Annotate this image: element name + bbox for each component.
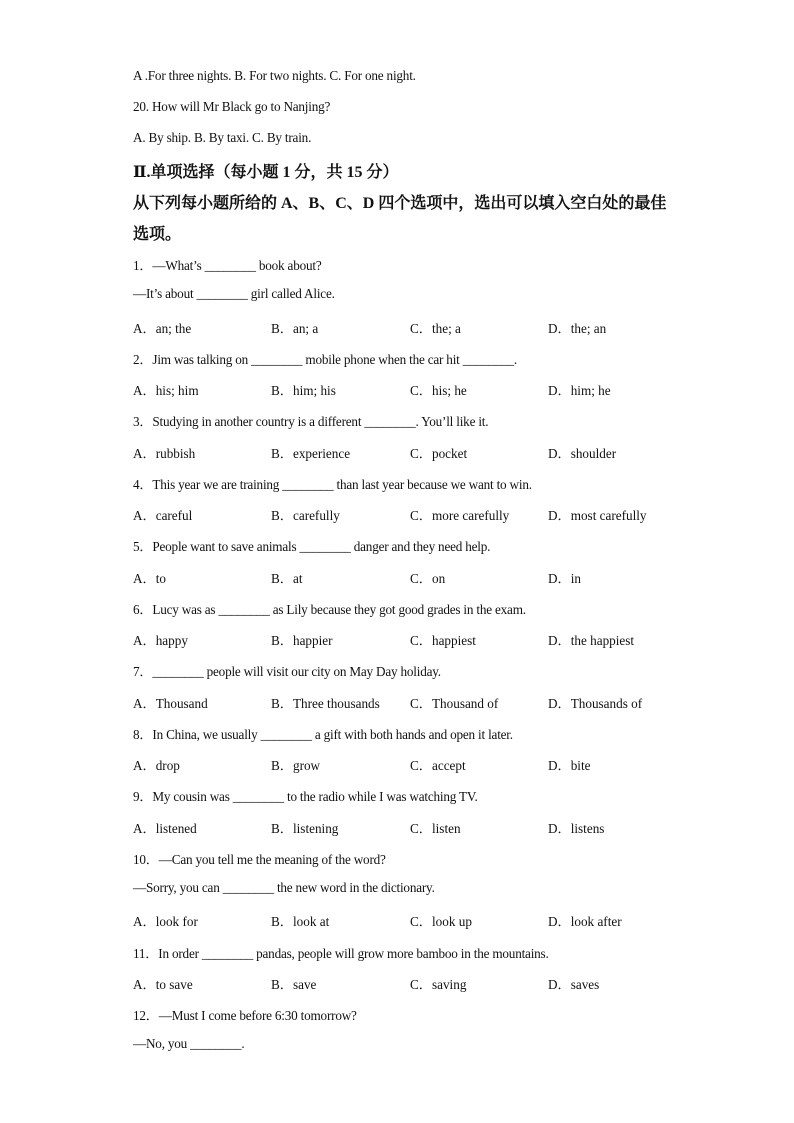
question-text: 5．People want to save animals ________ danger and they need help. <box>133 539 491 555</box>
question-reply: —Sorry, you can ________ the new word in the dictionary. <box>133 880 435 895</box>
q19-options: A .For three nights. B. For two nights. C. For one night. <box>133 68 416 83</box>
answer-option: C．happiest <box>410 633 476 648</box>
q20-question: 20. How will Mr Black go to Nanjing? <box>133 99 331 114</box>
answer-option: C．pocket <box>410 445 468 461</box>
answer-option: B．look at <box>271 914 330 930</box>
question-text: 1．—What’s ________ book about? <box>133 258 322 273</box>
answer-option: D．in <box>548 570 581 586</box>
answer-option: B．Three thousands <box>271 695 380 711</box>
question-reply: —No, you ________. <box>133 1036 245 1052</box>
question-text: 11．In order ________ pandas, people will grow more bamboo in the mountains. <box>133 945 549 961</box>
answer-option: B．him; his <box>271 383 336 398</box>
section-instruction-cont: 选项。 <box>133 226 182 243</box>
answer-option: A．to save <box>133 976 193 992</box>
answer-option: B．carefully <box>271 508 340 523</box>
answer-option: D．listens <box>548 820 605 836</box>
answer-option: D．look after <box>548 914 622 930</box>
answer-option: C．the; a <box>410 320 461 336</box>
answer-option: B．happier <box>271 633 333 648</box>
answer-option: A．drop <box>133 758 180 773</box>
answer-option: B．save <box>271 976 317 992</box>
answer-option: D．saves <box>548 976 600 992</box>
answer-option: A．an; the <box>133 320 192 336</box>
question-text: 7．________ people will visit our city on May Day holiday. <box>133 664 441 680</box>
answer-option: A．Thousand <box>133 695 208 711</box>
answer-option: D．most carefully <box>548 508 647 523</box>
answer-option: B．grow <box>271 758 321 773</box>
question-text: 2．Jim was talking on ________ mobile phone when the car hit ________. <box>133 351 517 367</box>
answer-option: B．at <box>271 570 303 586</box>
answer-option: D．bite <box>548 758 591 773</box>
section-title: Ⅱ.单项选择（每小题 1 分，共 15 分） <box>133 164 399 181</box>
answer-option: C．listen <box>410 820 461 836</box>
answer-option: C．more carefully <box>410 508 510 523</box>
question-reply: —It’s about ________ girl called Alice. <box>133 286 335 302</box>
answer-option: C．on <box>410 570 446 586</box>
question-text: 8．In China, we usually ________ a gift with both hands and open it later. <box>133 726 513 742</box>
answer-option: C．saving <box>410 976 467 992</box>
answer-option: C．look up <box>410 914 472 930</box>
answer-option: A．his; him <box>133 383 199 398</box>
question-text: 12．—Must I come before 6:30 tomorrow? <box>133 1008 357 1023</box>
answer-option: C．his; he <box>410 383 467 398</box>
question-text: 9．My cousin was ________ to the radio while I was watching TV. <box>133 789 478 805</box>
q20-options: A. By ship. B. By taxi. C. By train. <box>133 130 312 145</box>
answer-option: A．listened <box>133 820 197 836</box>
question-text: 3．Studying in another country is a different ________. You’ll like it. <box>133 414 489 430</box>
answer-option: D．shoulder <box>548 445 617 461</box>
question-text: 10．—Can you tell me the meaning of the word? <box>133 851 386 867</box>
answer-option: A．careful <box>133 508 193 523</box>
answer-option: C．Thousand of <box>410 695 499 711</box>
section-instruction: 从下列每小题所给的 A、B、C、D 四个选项中，选出可以填入空白处的最佳 <box>133 195 667 212</box>
answer-option: A．rubbish <box>133 445 196 461</box>
question-text: 6．Lucy was as ________ as Lily because they got good grades in the exam. <box>133 601 526 617</box>
answer-option: D．him; he <box>548 383 611 398</box>
answer-option: A．happy <box>133 633 188 648</box>
answer-option: B．listening <box>271 820 339 836</box>
answer-option: A．look for <box>133 914 198 930</box>
answer-option: A．to <box>133 570 166 586</box>
answer-option: B．experience <box>271 445 351 461</box>
answer-option: C．accept <box>410 758 466 773</box>
answer-option: D．the happiest <box>548 633 635 648</box>
answer-option: D．the; an <box>548 320 607 336</box>
answer-option: B．an; a <box>271 320 319 336</box>
question-text: 4．This year we are training ________ than last year because we want to win. <box>133 476 532 492</box>
answer-option: D．Thousands of <box>548 695 643 711</box>
